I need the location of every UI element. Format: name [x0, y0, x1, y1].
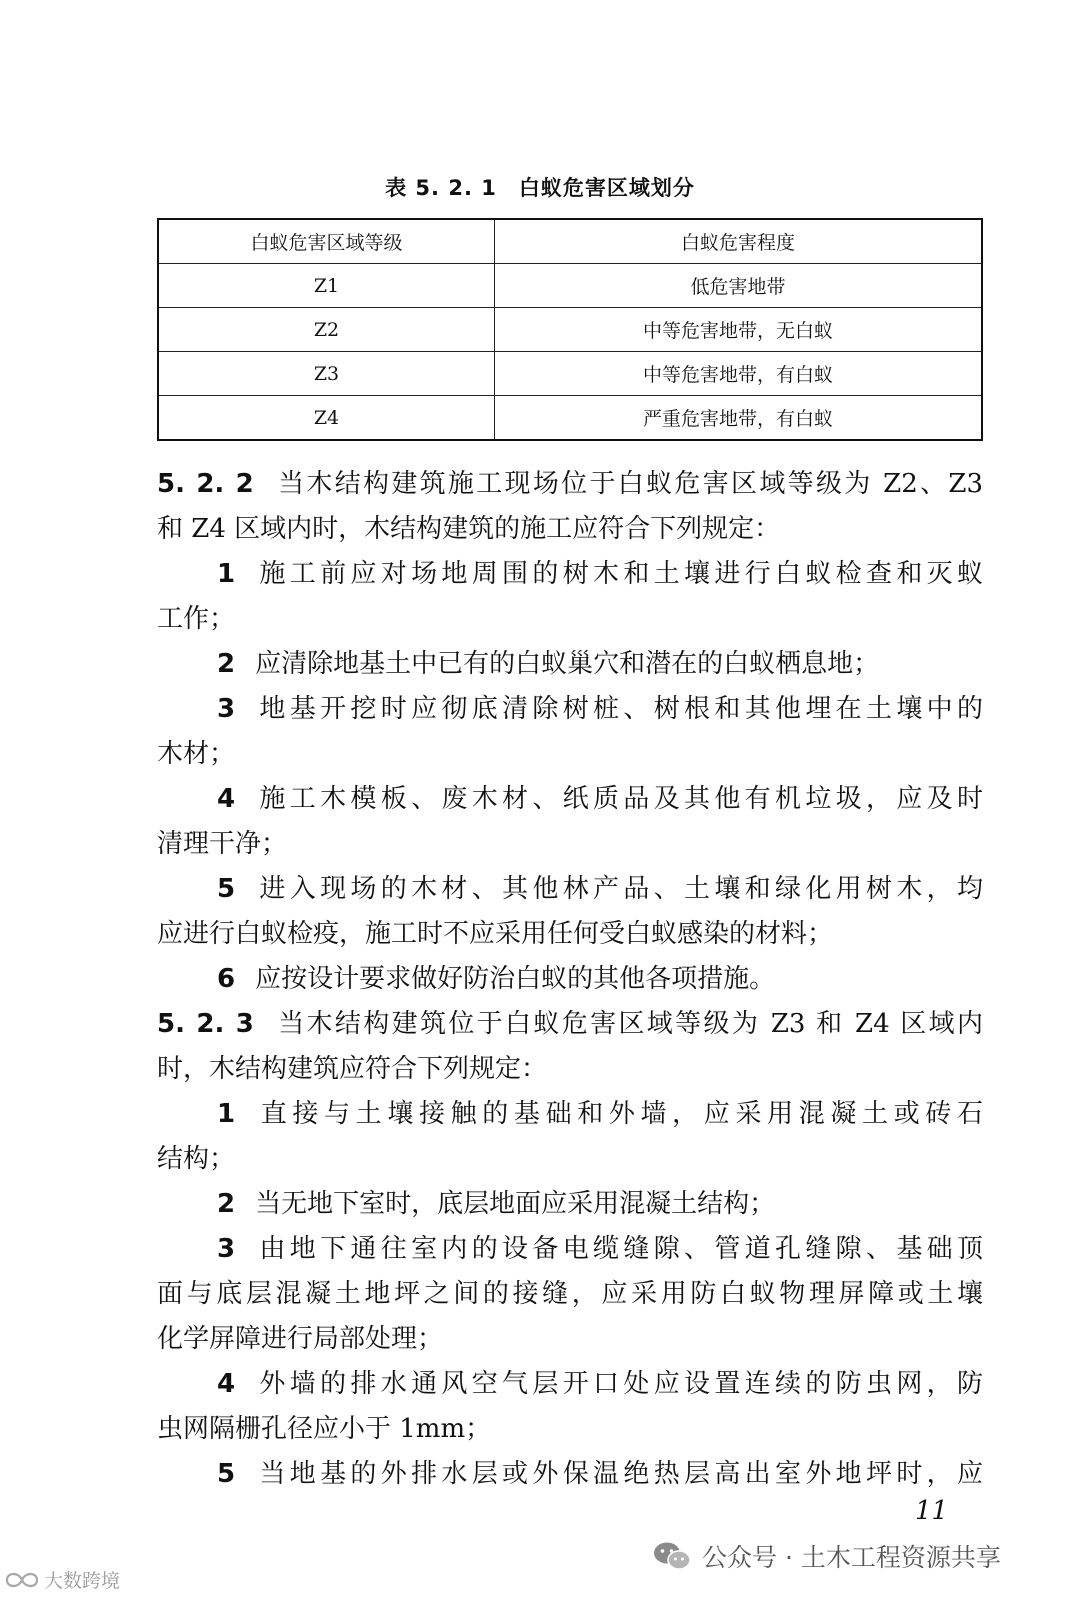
list-item: [157, 1362, 983, 1407]
clause-text: 当木结构建筑施工现场位于白蚁危害区域等级为 Z2、Z3: [275, 469, 984, 499]
item-number: 4: [217, 1369, 236, 1399]
list-item: [157, 867, 983, 912]
zone-level-cell: Z2: [158, 308, 495, 352]
hazard-degree-cell: 中等危害地带，有白蚁: [495, 352, 983, 396]
zone-level-cell: Z4: [158, 396, 495, 441]
table-caption: [0, 172, 1080, 202]
zone-level-cell: Z3: [158, 352, 495, 396]
table-title: 白蚁危害区域划分: [518, 176, 695, 200]
hazard-degree-cell: 低危害地带: [495, 264, 983, 308]
list-item: [157, 687, 983, 732]
list-item: [157, 1227, 983, 1272]
list-item: [157, 777, 983, 822]
item-number: 1: [217, 1099, 236, 1129]
clause-5-2-3-line-1: [157, 1002, 983, 1047]
item-text: 地基开挖时应彻底清除树桩、树根和其他埋在土壤中的: [255, 694, 983, 724]
table-row: [158, 396, 982, 441]
item-text: 当地基的外排水层或外保温绝热层高出室外地坪时，应: [255, 1459, 983, 1489]
list-item: [157, 957, 983, 1002]
item-text: 应清除地基土中已有的白蚁巢穴和潜在的白蚁栖息地；: [255, 649, 880, 679]
list-item: [157, 1452, 983, 1497]
dashu-logo-icon: [4, 1569, 40, 1591]
item-text: 进入现场的木材、其他林产品、土壤和绿化用树木，均: [255, 874, 983, 904]
list-item: [157, 552, 983, 597]
brand-watermark: [4, 1566, 120, 1593]
wechat-icon: [652, 1540, 692, 1572]
table-row: [158, 308, 982, 352]
clause-number: 5. 2. 3: [157, 1009, 254, 1039]
list-item-continuation: 清理干净；: [157, 829, 288, 859]
clause-5-2-2-line-1: [157, 462, 983, 507]
hazard-degree-cell: 严重危害地带，有白蚁: [495, 396, 983, 441]
wechat-watermark: [652, 1538, 1001, 1574]
list-item: [157, 1182, 983, 1227]
clause-text: 当木结构建筑位于白蚁危害区域等级为 Z3 和 Z4 区域内: [275, 1009, 983, 1039]
table-row: [158, 352, 982, 396]
list-item-continuation: 化学屏障进行局部处理；: [157, 1324, 444, 1354]
table-header-row: [158, 219, 982, 264]
page-number: 11: [915, 1496, 949, 1526]
watermark-text: 公众号 · 土木工程资源共享: [702, 1543, 1001, 1572]
body-text: [157, 462, 983, 1497]
list-item-continuation: 应进行白蚁检疫，施工时不应采用任何受白蚁感染的材料；: [157, 919, 834, 949]
table-number: 表 5. 2. 1: [385, 176, 497, 200]
item-number: 2: [217, 1189, 236, 1219]
list-item-continuation: 虫网隔栅孔径应小于 1mm；: [157, 1414, 492, 1444]
column-header-hazard-degree: 白蚁危害程度: [495, 219, 983, 264]
item-number: 5: [217, 874, 236, 904]
item-text: 外墙的排水通风空气层开口处应设置连续的防虫网，防: [255, 1369, 983, 1399]
list-item-continuation: 结构；: [157, 1144, 236, 1174]
item-text: 当无地下室时，底层地面应采用混凝土结构；: [255, 1189, 776, 1219]
item-text: 施工前应对场地周围的树木和土壤进行白蚁检查和灭蚁: [255, 559, 983, 589]
item-text: 由地下通往室内的设备电缆缝隙、管道孔缝隙、基础顶: [255, 1234, 983, 1264]
brand-text: 大数跨境: [44, 1570, 121, 1592]
termite-zone-table: [157, 218, 983, 441]
table-row: [158, 264, 982, 308]
list-item: [157, 1092, 983, 1137]
list-item: [157, 642, 983, 687]
list-item-continuation: 面与底层混凝土地坪之间的接缝，应采用防白蚁物理屏障或土壤: [157, 1279, 983, 1309]
item-number: 4: [217, 784, 236, 814]
item-number: 6: [217, 964, 236, 994]
hazard-degree-cell: 中等危害地带，无白蚁: [495, 308, 983, 352]
item-text: 施工木模板、废木材、纸质品及其他有机垃圾，应及时: [255, 784, 983, 814]
item-text: 直接与土壤接触的基础和外墙，应采用混凝土或砖石: [255, 1099, 983, 1129]
item-text: 应按设计要求做好防治白蚁的其他各项措施。: [255, 964, 776, 994]
list-item-continuation: 工作；: [157, 604, 236, 634]
item-number: 3: [217, 1234, 236, 1264]
clause-number: 5. 2. 2: [157, 469, 254, 499]
clause-5-2-3-line-2: 时，木结构建筑应符合下列规定：: [157, 1054, 548, 1084]
item-number: 3: [217, 694, 236, 724]
item-number: 2: [217, 649, 236, 679]
item-number: 1: [217, 559, 236, 589]
column-header-zone-level: 白蚁危害区域等级: [158, 219, 495, 264]
clause-5-2-2-line-2: 和 Z4 区域内时，木结构建筑的施工应符合下列规定：: [157, 514, 781, 544]
zone-level-cell: Z1: [158, 264, 495, 308]
list-item-continuation: 木材；: [157, 739, 236, 769]
item-number: 5: [217, 1459, 236, 1489]
